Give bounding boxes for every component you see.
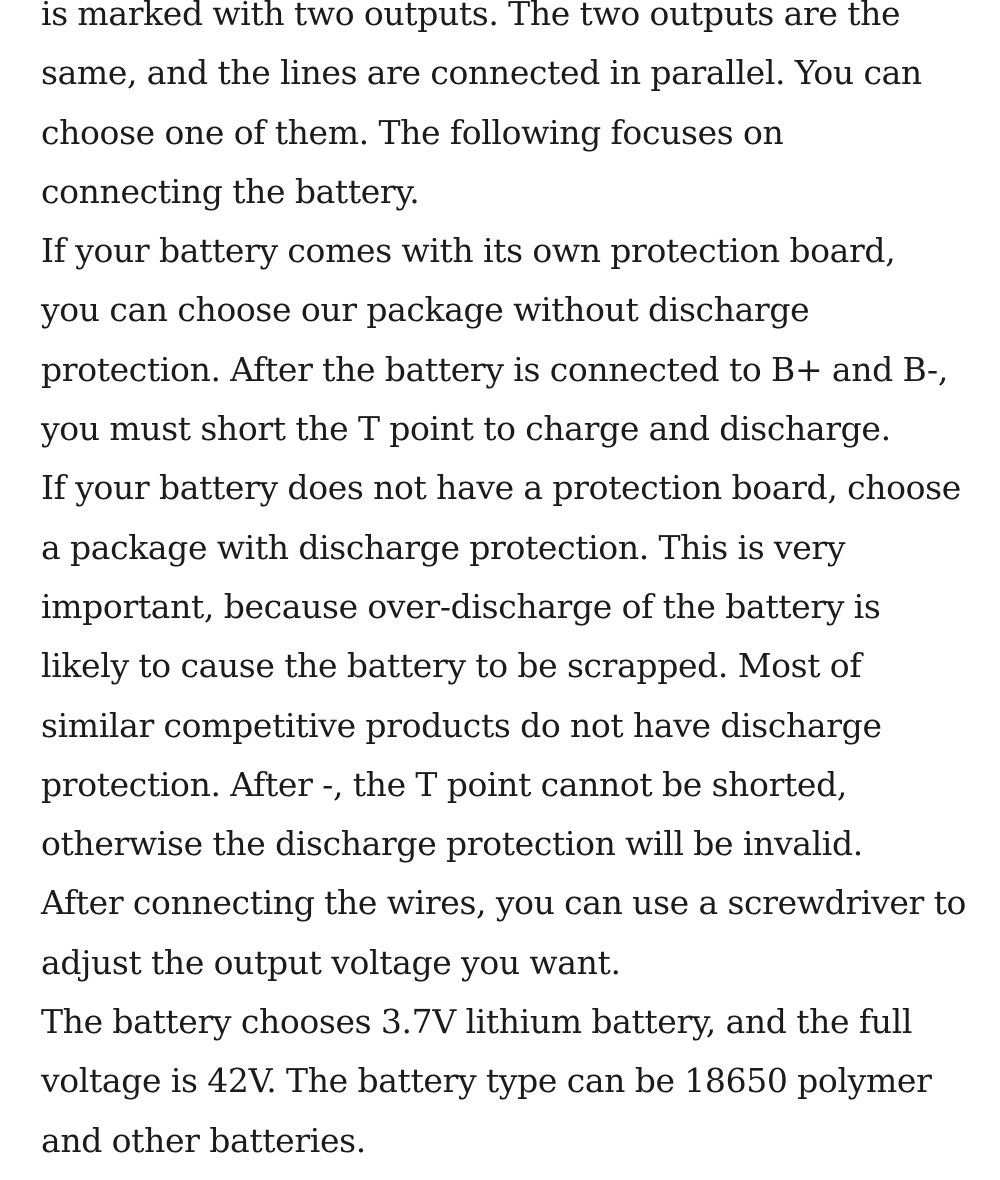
text-line: voltage is 42V. The battery type can be 18650 polymer (41, 1061, 932, 1101)
text-line: otherwise the discharge protection will be invalid. (41, 824, 863, 864)
text-line: you can choose our package without discharge (41, 290, 810, 330)
text-line: you must short the T point to charge and discharge. (41, 409, 891, 449)
text-line: protection. After -, the T point cannot be shorted, (41, 764, 848, 804)
text-line: important, because over-discharge of the battery is (41, 586, 881, 626)
text-line: a package with discharge protection. This is very (41, 527, 846, 567)
text-line: and other batteries. (41, 1120, 366, 1160)
text-line: connecting the battery. (41, 171, 420, 211)
text-line: If your battery does not have a protection board, choose (41, 468, 961, 508)
text-line: protection. After the battery is connected to B+ and B-, (41, 349, 948, 389)
text-line: After connecting the wires, you can use a screwdriver to (41, 883, 967, 923)
text-line: likely to cause the battery to be scrapped. Most of (41, 646, 862, 686)
text-line: The battery chooses 3.7V lithium battery, and the full (41, 1002, 913, 1042)
text-line: same, and the lines are connected in parallel. You can (41, 53, 922, 93)
text-line: adjust the output voltage you want. (41, 942, 621, 982)
document-body (41, 0, 996, 1170)
text-line: is marked with two outputs. The two outputs are the (41, 0, 901, 33)
text-line: choose one of them. The following focuses on (41, 112, 784, 152)
text-line: similar competitive products do not have discharge (41, 705, 882, 745)
text-line: If your battery comes with its own protection board, (41, 231, 896, 271)
